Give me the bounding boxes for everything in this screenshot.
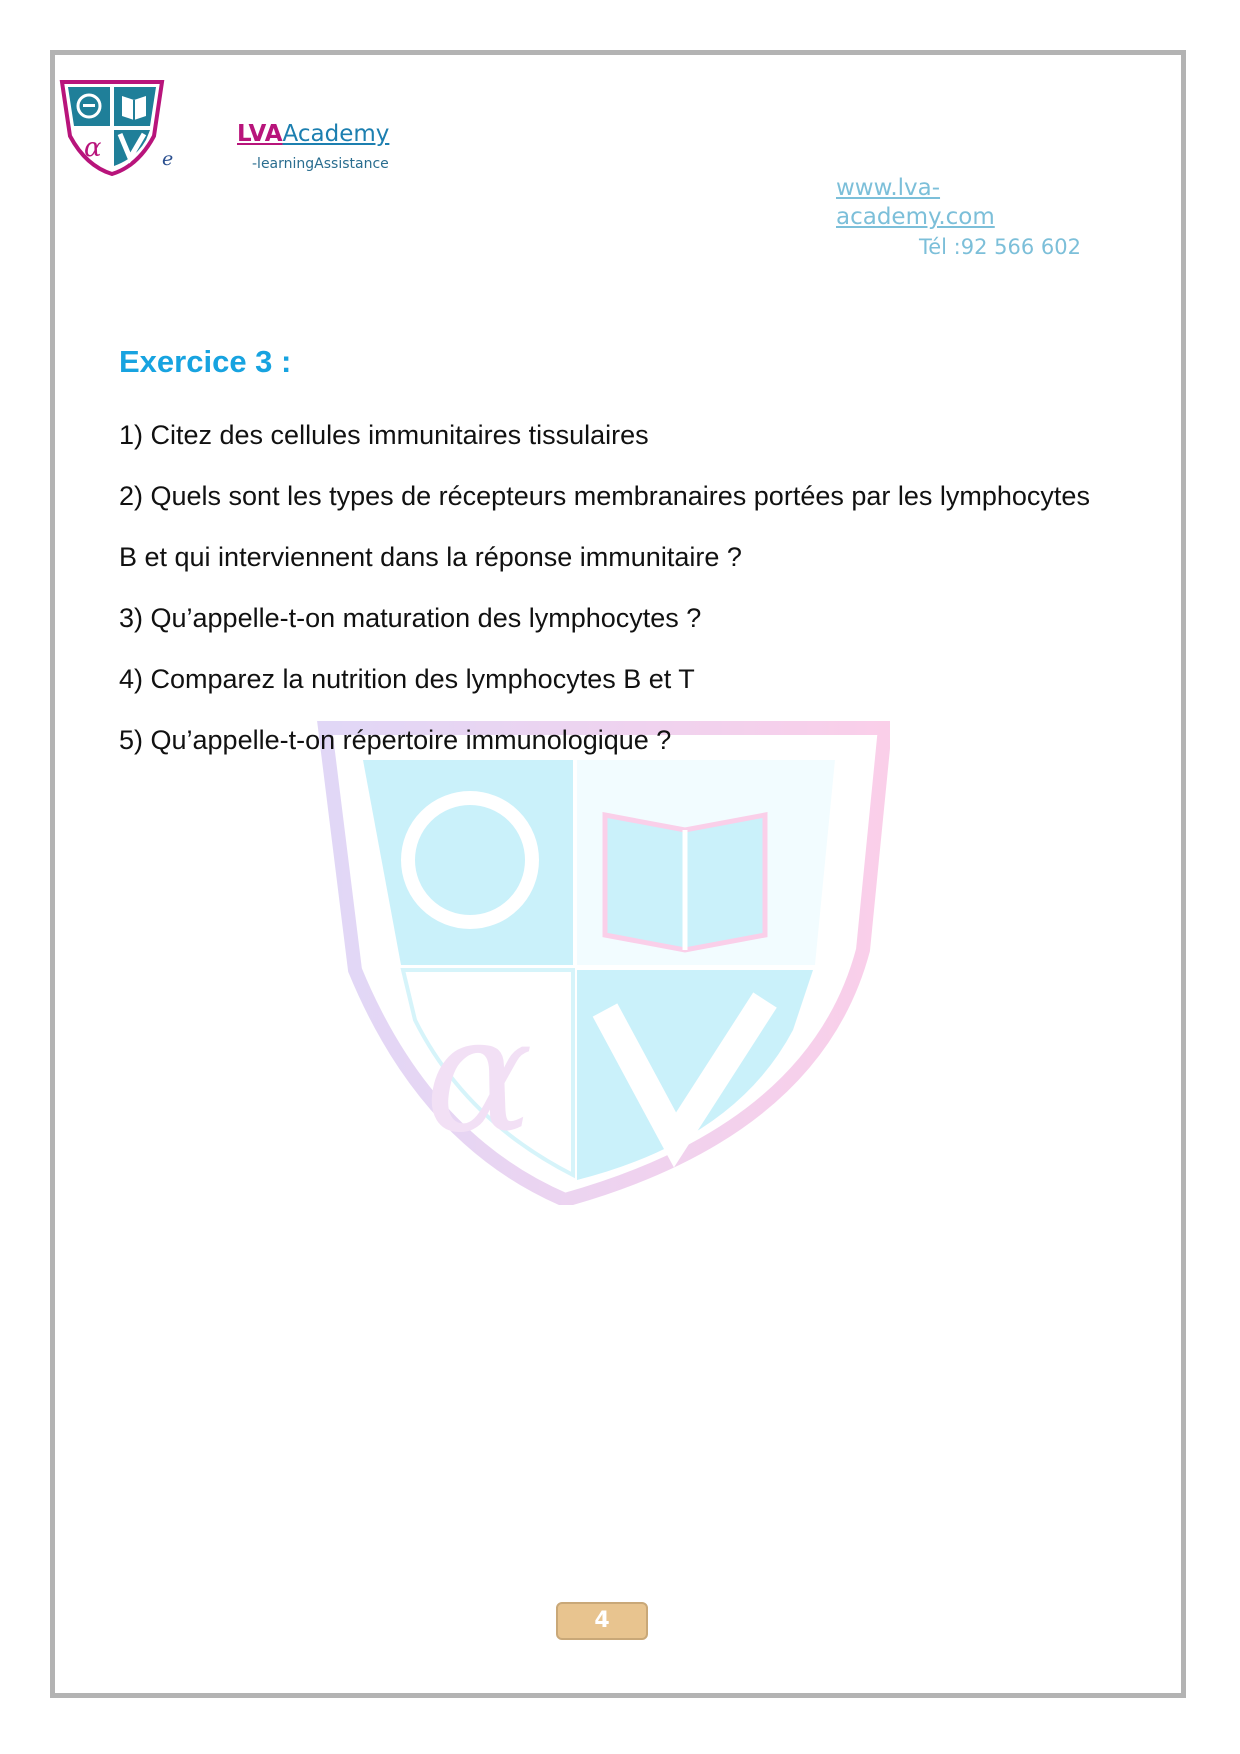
phone-number: Tél :92 566 602 xyxy=(918,235,1081,259)
question-item: 3) Qu’appelle-t-on maturation des lymphocytes ? xyxy=(119,603,702,633)
brand-name xyxy=(237,121,389,147)
brand-academy: Academy xyxy=(282,121,390,147)
brand-lva: LVA xyxy=(237,121,283,147)
question-list xyxy=(119,405,1099,771)
question-item: 5) Qu’appelle-t-on répertoire immunologique ? xyxy=(119,725,672,755)
website-link[interactable]: www.lva-academy.com xyxy=(836,175,995,230)
lva-shield-logo-icon xyxy=(58,78,166,176)
question-item: 4) Comparez la nutrition des lymphocytes B et T xyxy=(119,664,695,694)
question-item: 2) Quels sont les types de récepteurs membranaires portées par les lymphocytes B et qui interviennent dans la réponse immunitaire ? xyxy=(119,481,1090,572)
exercise-title: Exercice 3 : xyxy=(119,344,292,379)
page-number-badge: 4 xyxy=(556,1602,648,1640)
svg-text:α: α xyxy=(84,133,102,163)
brand-tagline: -learningAssistance xyxy=(252,156,389,172)
svg-text:α: α xyxy=(425,981,534,1168)
logo-letter: e xyxy=(162,148,174,170)
question-item: 1) Citez des cellules immunitaires tissulaires xyxy=(119,420,649,450)
watermark-shield-icon xyxy=(315,720,890,1205)
